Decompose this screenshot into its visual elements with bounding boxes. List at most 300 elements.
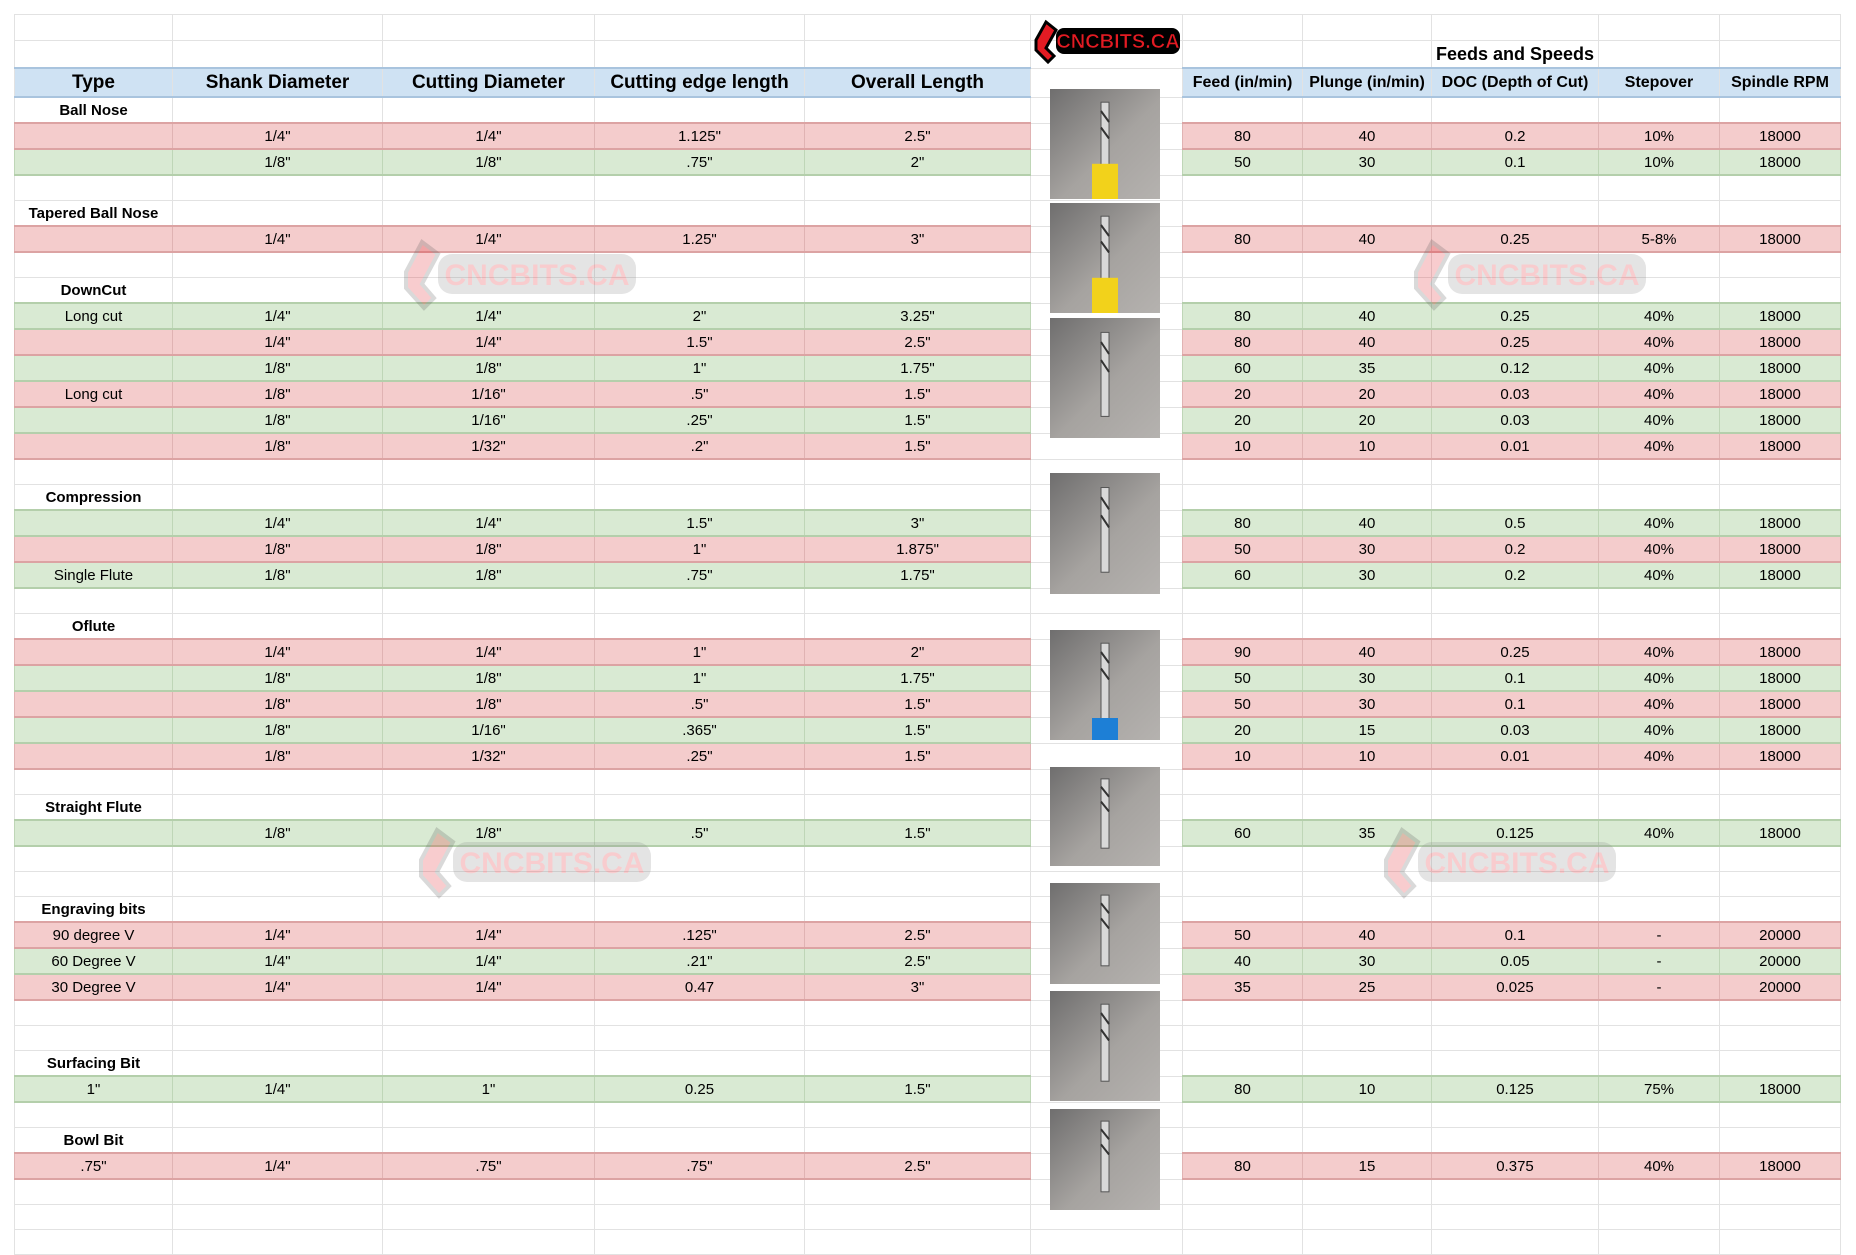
cell[interactable] (1599, 1128, 1720, 1154)
cell-feed[interactable]: 90 (1183, 639, 1303, 665)
cell[interactable] (173, 769, 383, 795)
cell-feed[interactable]: 80 (1183, 1153, 1303, 1179)
cell-plunge[interactable]: 15 (1303, 1153, 1432, 1179)
cell-feed[interactable]: 50 (1183, 922, 1303, 948)
cell-feed[interactable]: 40 (1183, 948, 1303, 974)
cell-type[interactable] (15, 820, 173, 846)
cell[interactable] (383, 588, 595, 614)
cell[interactable] (1303, 1102, 1432, 1128)
cell-overall[interactable]: 1.75" (805, 355, 1031, 381)
cell[interactable] (1183, 1179, 1303, 1205)
cell-edge[interactable]: .365" (595, 717, 805, 743)
cell-edge[interactable]: 1" (595, 536, 805, 562)
cell[interactable] (595, 897, 805, 923)
cell[interactable] (1183, 459, 1303, 485)
cell-type[interactable]: Long cut (15, 381, 173, 407)
cell[interactable] (1720, 614, 1841, 640)
cell-cut_dia[interactable]: 1/8" (383, 562, 595, 588)
cell[interactable] (1303, 175, 1432, 201)
cell-cut_dia[interactable]: 1/16" (383, 717, 595, 743)
cell-edge[interactable]: .75" (595, 562, 805, 588)
cell-cut_dia[interactable]: 1/4" (383, 303, 595, 329)
cell[interactable] (1599, 1102, 1720, 1128)
cell-stepover[interactable]: 40% (1599, 355, 1720, 381)
cell-stepover[interactable]: - (1599, 974, 1720, 1000)
cell-overall[interactable]: 1.5" (805, 433, 1031, 459)
cell-stepover[interactable]: 40% (1599, 743, 1720, 769)
cell[interactable] (1183, 201, 1303, 227)
cell[interactable] (1599, 795, 1720, 821)
cell-feed[interactable]: 60 (1183, 355, 1303, 381)
cell-edge[interactable]: 0.25 (595, 1076, 805, 1102)
cell-stepover[interactable]: 40% (1599, 820, 1720, 846)
cell-cut_dia[interactable]: 1/8" (383, 149, 595, 175)
cell-edge[interactable]: 1.25" (595, 226, 805, 252)
cell-rpm[interactable]: 18000 (1720, 639, 1841, 665)
cell[interactable] (805, 1179, 1031, 1205)
cell-feed[interactable]: 80 (1183, 123, 1303, 149)
cell[interactable] (1599, 41, 1720, 69)
cell-doc[interactable]: 0.01 (1432, 743, 1599, 769)
cell-cut_dia[interactable]: 1/8" (383, 355, 595, 381)
cell-plunge[interactable]: 30 (1303, 562, 1432, 588)
cell[interactable] (1432, 588, 1599, 614)
cell-cut_dia[interactable]: 1/4" (383, 510, 595, 536)
cell-shank[interactable]: 1/8" (173, 665, 383, 691)
cell-plunge[interactable]: 15 (1303, 717, 1432, 743)
cell[interactable] (383, 1000, 595, 1026)
cell[interactable] (173, 1205, 383, 1230)
cell[interactable] (383, 278, 595, 304)
cell[interactable] (1303, 846, 1432, 872)
cell-type[interactable]: 1" (15, 1076, 173, 1102)
cell-plunge[interactable]: 20 (1303, 407, 1432, 433)
cell[interactable] (1599, 175, 1720, 201)
cell[interactable] (15, 1205, 173, 1230)
cell[interactable] (805, 1000, 1031, 1026)
cell[interactable] (173, 846, 383, 872)
cell-edge[interactable]: .125" (595, 922, 805, 948)
cell[interactable] (1303, 795, 1432, 821)
cell[interactable] (595, 1128, 805, 1154)
cell[interactable] (1432, 459, 1599, 485)
cell-overall[interactable]: 1.75" (805, 562, 1031, 588)
column-header[interactable]: Stepover (1599, 68, 1720, 97)
cell[interactable] (173, 872, 383, 897)
bit-type-label[interactable]: Compression (15, 485, 173, 511)
cell[interactable] (173, 1026, 383, 1051)
cell-edge[interactable]: .25" (595, 407, 805, 433)
cell[interactable] (1432, 97, 1599, 123)
cell-edge[interactable]: 1.5" (595, 329, 805, 355)
cell-doc[interactable]: 0.12 (1432, 355, 1599, 381)
cell-plunge[interactable]: 40 (1303, 329, 1432, 355)
cell-stepover[interactable]: - (1599, 948, 1720, 974)
cell-feed[interactable]: 80 (1183, 226, 1303, 252)
cell-plunge[interactable]: 40 (1303, 639, 1432, 665)
cell[interactable] (595, 278, 805, 304)
cell[interactable] (1183, 1205, 1303, 1230)
cell[interactable] (1599, 588, 1720, 614)
cell-doc[interactable]: 0.1 (1432, 691, 1599, 717)
cell[interactable] (15, 588, 173, 614)
cell-doc[interactable]: 0.2 (1432, 536, 1599, 562)
cell[interactable] (1720, 769, 1841, 795)
cell[interactable] (173, 175, 383, 201)
cell-stepover[interactable]: 40% (1599, 691, 1720, 717)
cell[interactable] (1432, 278, 1599, 304)
cell[interactable] (15, 1230, 173, 1255)
cell-edge[interactable]: .25" (595, 743, 805, 769)
cell[interactable] (1599, 97, 1720, 123)
cell[interactable] (1720, 846, 1841, 872)
cell-cut_dia[interactable]: 1/8" (383, 820, 595, 846)
bit-type-label[interactable]: Oflute (15, 614, 173, 640)
cell[interactable] (595, 15, 805, 41)
cell[interactable] (1720, 1205, 1841, 1230)
cell[interactable] (1183, 41, 1303, 69)
cell-shank[interactable]: 1/8" (173, 717, 383, 743)
cell-edge[interactable]: .2" (595, 433, 805, 459)
cell-rpm[interactable]: 18000 (1720, 562, 1841, 588)
cell[interactable] (173, 897, 383, 923)
cell-rpm[interactable]: 18000 (1720, 510, 1841, 536)
cell-type[interactable] (15, 226, 173, 252)
cell-feed[interactable]: 50 (1183, 665, 1303, 691)
feeds-and-speeds-title[interactable]: Feeds and Speeds (1432, 41, 1599, 69)
cell-overall[interactable]: 2.5" (805, 922, 1031, 948)
cell-rpm[interactable]: 18000 (1720, 381, 1841, 407)
cell[interactable] (1720, 201, 1841, 227)
cell[interactable] (1432, 252, 1599, 278)
cell[interactable] (383, 97, 595, 123)
cell-stepover[interactable]: 40% (1599, 407, 1720, 433)
cell-plunge[interactable]: 35 (1303, 355, 1432, 381)
cell[interactable] (595, 97, 805, 123)
cell[interactable] (1183, 485, 1303, 511)
cell-overall[interactable]: 1.875" (805, 536, 1031, 562)
cell-rpm[interactable]: 18000 (1720, 226, 1841, 252)
cell[interactable] (383, 41, 595, 69)
cell-overall[interactable]: 1.5" (805, 1076, 1031, 1102)
cell[interactable] (1599, 1205, 1720, 1230)
cell-feed[interactable]: 60 (1183, 562, 1303, 588)
cell-edge[interactable]: 2" (595, 303, 805, 329)
cell-feed[interactable]: 20 (1183, 407, 1303, 433)
cell-plunge[interactable]: 30 (1303, 149, 1432, 175)
cell-rpm[interactable]: 20000 (1720, 974, 1841, 1000)
cell-shank[interactable]: 1/8" (173, 407, 383, 433)
cell[interactable] (1183, 769, 1303, 795)
cell[interactable] (1599, 15, 1720, 41)
cell[interactable] (1303, 588, 1432, 614)
cell-feed[interactable]: 80 (1183, 510, 1303, 536)
cell-type[interactable] (15, 510, 173, 536)
cell-cut_dia[interactable]: 1/16" (383, 381, 595, 407)
bit-type-label[interactable]: DownCut (15, 278, 173, 304)
cell[interactable] (1183, 1000, 1303, 1026)
cell-type[interactable] (15, 149, 173, 175)
cell-cut_dia[interactable]: 1/32" (383, 433, 595, 459)
cell-doc[interactable]: 0.1 (1432, 665, 1599, 691)
cell-stepover[interactable]: 5-8% (1599, 226, 1720, 252)
cell-type[interactable] (15, 536, 173, 562)
cell[interactable] (383, 1205, 595, 1230)
cell[interactable] (805, 252, 1031, 278)
column-header[interactable]: Feed (in/min) (1183, 68, 1303, 97)
column-header[interactable]: Shank Diameter (173, 68, 383, 97)
cell-overall[interactable]: 1.5" (805, 820, 1031, 846)
cell-overall[interactable]: 1.5" (805, 691, 1031, 717)
cell[interactable] (805, 1128, 1031, 1154)
cell-plunge[interactable]: 40 (1303, 226, 1432, 252)
cell-shank[interactable]: 1/8" (173, 562, 383, 588)
cell[interactable] (173, 1000, 383, 1026)
cell[interactable] (1432, 769, 1599, 795)
cell[interactable] (1432, 15, 1599, 41)
cell-cut_dia[interactable]: 1" (383, 1076, 595, 1102)
cell[interactable] (595, 175, 805, 201)
cell-rpm[interactable]: 18000 (1720, 303, 1841, 329)
cell-edge[interactable]: 1" (595, 355, 805, 381)
cell[interactable] (1303, 97, 1432, 123)
cell[interactable] (1599, 769, 1720, 795)
cell-doc[interactable]: 0.03 (1432, 717, 1599, 743)
cell-plunge[interactable]: 10 (1303, 743, 1432, 769)
cell[interactable] (15, 846, 173, 872)
cell-type[interactable] (15, 717, 173, 743)
cell[interactable] (1303, 1205, 1432, 1230)
cell-feed[interactable]: 50 (1183, 691, 1303, 717)
cell[interactable] (173, 41, 383, 69)
cell[interactable] (595, 872, 805, 897)
cell[interactable] (1432, 1102, 1599, 1128)
cell[interactable] (1432, 1000, 1599, 1026)
cell[interactable] (1303, 1026, 1432, 1051)
cell-doc[interactable]: 0.05 (1432, 948, 1599, 974)
cell-shank[interactable]: 1/4" (173, 1153, 383, 1179)
cell-feed[interactable]: 50 (1183, 536, 1303, 562)
cell[interactable] (1432, 846, 1599, 872)
cell[interactable] (173, 15, 383, 41)
cell[interactable] (1599, 1026, 1720, 1051)
cell-type[interactable] (15, 407, 173, 433)
cell[interactable] (1720, 1102, 1841, 1128)
cell[interactable] (805, 15, 1031, 41)
cell[interactable] (1720, 872, 1841, 897)
cell-edge[interactable]: 1.125" (595, 123, 805, 149)
cell-type[interactable]: 30 Degree V (15, 974, 173, 1000)
cell-overall[interactable]: 2" (805, 149, 1031, 175)
cell-doc[interactable]: 0.375 (1432, 1153, 1599, 1179)
cell[interactable] (1183, 846, 1303, 872)
cell-feed[interactable]: 20 (1183, 381, 1303, 407)
cell-doc[interactable]: 0.01 (1432, 433, 1599, 459)
cell-feed[interactable]: 60 (1183, 820, 1303, 846)
cell-plunge[interactable]: 30 (1303, 665, 1432, 691)
cell[interactable] (383, 252, 595, 278)
column-header[interactable]: Spindle RPM (1720, 68, 1841, 97)
cell-stepover[interactable]: 40% (1599, 536, 1720, 562)
cell-rpm[interactable]: 18000 (1720, 407, 1841, 433)
cell[interactable] (173, 485, 383, 511)
cell[interactable] (595, 1026, 805, 1051)
cell-shank[interactable]: 1/8" (173, 433, 383, 459)
cell-shank[interactable]: 1/4" (173, 922, 383, 948)
cell[interactable] (1432, 1205, 1599, 1230)
cell-type[interactable]: 90 degree V (15, 922, 173, 948)
column-header[interactable]: Cutting Diameter (383, 68, 595, 97)
cell-rpm[interactable]: 18000 (1720, 355, 1841, 381)
cell[interactable] (805, 459, 1031, 485)
cell[interactable] (805, 897, 1031, 923)
cell[interactable] (805, 614, 1031, 640)
cell[interactable] (1303, 614, 1432, 640)
cell-stepover[interactable]: 75% (1599, 1076, 1720, 1102)
cell[interactable] (383, 769, 595, 795)
cell-plunge[interactable]: 35 (1303, 820, 1432, 846)
cell-rpm[interactable]: 18000 (1720, 329, 1841, 355)
cell-rpm[interactable]: 18000 (1720, 149, 1841, 175)
column-header[interactable]: Plunge (in/min) (1303, 68, 1432, 97)
cell-feed[interactable]: 80 (1183, 1076, 1303, 1102)
cell[interactable] (1183, 1230, 1303, 1255)
cell-plunge[interactable]: 40 (1303, 303, 1432, 329)
cell[interactable] (1183, 15, 1303, 41)
cell-doc[interactable]: 0.03 (1432, 381, 1599, 407)
cell[interactable] (1720, 588, 1841, 614)
cell[interactable] (1599, 485, 1720, 511)
bit-type-label[interactable]: Ball Nose (15, 97, 173, 123)
cell-overall[interactable]: 3" (805, 226, 1031, 252)
cell-rpm[interactable]: 18000 (1720, 536, 1841, 562)
cell[interactable] (173, 614, 383, 640)
cell[interactable] (1599, 459, 1720, 485)
cell-plunge[interactable]: 30 (1303, 948, 1432, 974)
cell[interactable] (1720, 1128, 1841, 1154)
cell[interactable] (383, 1051, 595, 1077)
cell[interactable] (1183, 588, 1303, 614)
cell-shank[interactable]: 1/8" (173, 149, 383, 175)
cell[interactable] (1303, 201, 1432, 227)
cell-rpm[interactable]: 18000 (1720, 820, 1841, 846)
cell[interactable] (595, 795, 805, 821)
cell[interactable] (1599, 1179, 1720, 1205)
cell[interactable] (1303, 278, 1432, 304)
cell-shank[interactable]: 1/4" (173, 974, 383, 1000)
cell-feed[interactable]: 10 (1183, 433, 1303, 459)
cell-type[interactable]: Long cut (15, 303, 173, 329)
cell-cut_dia[interactable]: 1/4" (383, 922, 595, 948)
cell[interactable] (173, 459, 383, 485)
cell[interactable] (1720, 897, 1841, 923)
cell-shank[interactable]: 1/8" (173, 691, 383, 717)
cell[interactable] (805, 1205, 1031, 1230)
cell[interactable] (595, 41, 805, 69)
cell[interactable] (1720, 175, 1841, 201)
cell-plunge[interactable]: 25 (1303, 974, 1432, 1000)
cell-plunge[interactable]: 40 (1303, 922, 1432, 948)
cell[interactable] (595, 846, 805, 872)
column-header[interactable]: Type (15, 68, 173, 97)
column-header[interactable]: Overall Length (805, 68, 1031, 97)
cell[interactable] (383, 175, 595, 201)
cell[interactable] (383, 1179, 595, 1205)
cell-type[interactable] (15, 123, 173, 149)
cell-overall[interactable]: 1.5" (805, 407, 1031, 433)
cell-stepover[interactable]: 40% (1599, 717, 1720, 743)
cell-edge[interactable]: .21" (595, 948, 805, 974)
cell[interactable] (383, 1128, 595, 1154)
cell[interactable] (805, 41, 1031, 69)
cell[interactable] (805, 278, 1031, 304)
cell[interactable] (1183, 97, 1303, 123)
cell[interactable] (1432, 1128, 1599, 1154)
cell[interactable] (383, 1102, 595, 1128)
cell[interactable] (1599, 278, 1720, 304)
cell[interactable] (805, 485, 1031, 511)
cell[interactable] (1432, 1230, 1599, 1255)
cell[interactable] (1720, 1026, 1841, 1051)
cell-doc[interactable]: 0.2 (1432, 562, 1599, 588)
cell[interactable] (1303, 872, 1432, 897)
cell-overall[interactable]: 2.5" (805, 948, 1031, 974)
cell[interactable] (15, 1000, 173, 1026)
cell[interactable] (1432, 485, 1599, 511)
cell-doc[interactable]: 0.25 (1432, 226, 1599, 252)
cell[interactable] (15, 1179, 173, 1205)
cell-shank[interactable]: 1/4" (173, 1076, 383, 1102)
cell-shank[interactable]: 1/4" (173, 123, 383, 149)
column-header[interactable]: DOC (Depth of Cut) (1432, 68, 1599, 97)
cell-cut_dia[interactable]: 1/8" (383, 536, 595, 562)
cell-plunge[interactable]: 20 (1303, 381, 1432, 407)
cell-edge[interactable]: .75" (595, 149, 805, 175)
cell-overall[interactable]: 1.5" (805, 743, 1031, 769)
cell-shank[interactable]: 1/4" (173, 948, 383, 974)
cell[interactable] (1720, 795, 1841, 821)
cell-plunge[interactable]: 10 (1303, 433, 1432, 459)
cell[interactable] (1720, 97, 1841, 123)
cell-type[interactable] (15, 433, 173, 459)
cell[interactable] (805, 1230, 1031, 1255)
cell-stepover[interactable]: 40% (1599, 329, 1720, 355)
cell-stepover[interactable]: 40% (1599, 639, 1720, 665)
cell-rpm[interactable]: 18000 (1720, 717, 1841, 743)
cell[interactable] (173, 1051, 383, 1077)
cell-plunge[interactable]: 10 (1303, 1076, 1432, 1102)
cell[interactable] (1183, 897, 1303, 923)
cell-stepover[interactable]: 10% (1599, 123, 1720, 149)
cell-overall[interactable]: 2.5" (805, 123, 1031, 149)
cell[interactable] (1303, 1000, 1432, 1026)
cell-edge[interactable]: .5" (595, 820, 805, 846)
cell[interactable] (1183, 278, 1303, 304)
cell-stepover[interactable]: 40% (1599, 381, 1720, 407)
cell-cut_dia[interactable]: 1/32" (383, 743, 595, 769)
cell[interactable] (173, 201, 383, 227)
cell[interactable] (15, 769, 173, 795)
cell-rpm[interactable]: 20000 (1720, 948, 1841, 974)
cell-cut_dia[interactable]: 1/4" (383, 974, 595, 1000)
cell[interactable] (1303, 41, 1432, 69)
cell-doc[interactable]: 0.25 (1432, 329, 1599, 355)
cell-cut_dia[interactable]: 1/16" (383, 407, 595, 433)
cell-doc[interactable]: 0.03 (1432, 407, 1599, 433)
cell[interactable] (1599, 614, 1720, 640)
cell[interactable] (1303, 1230, 1432, 1255)
cell[interactable] (1720, 15, 1841, 41)
